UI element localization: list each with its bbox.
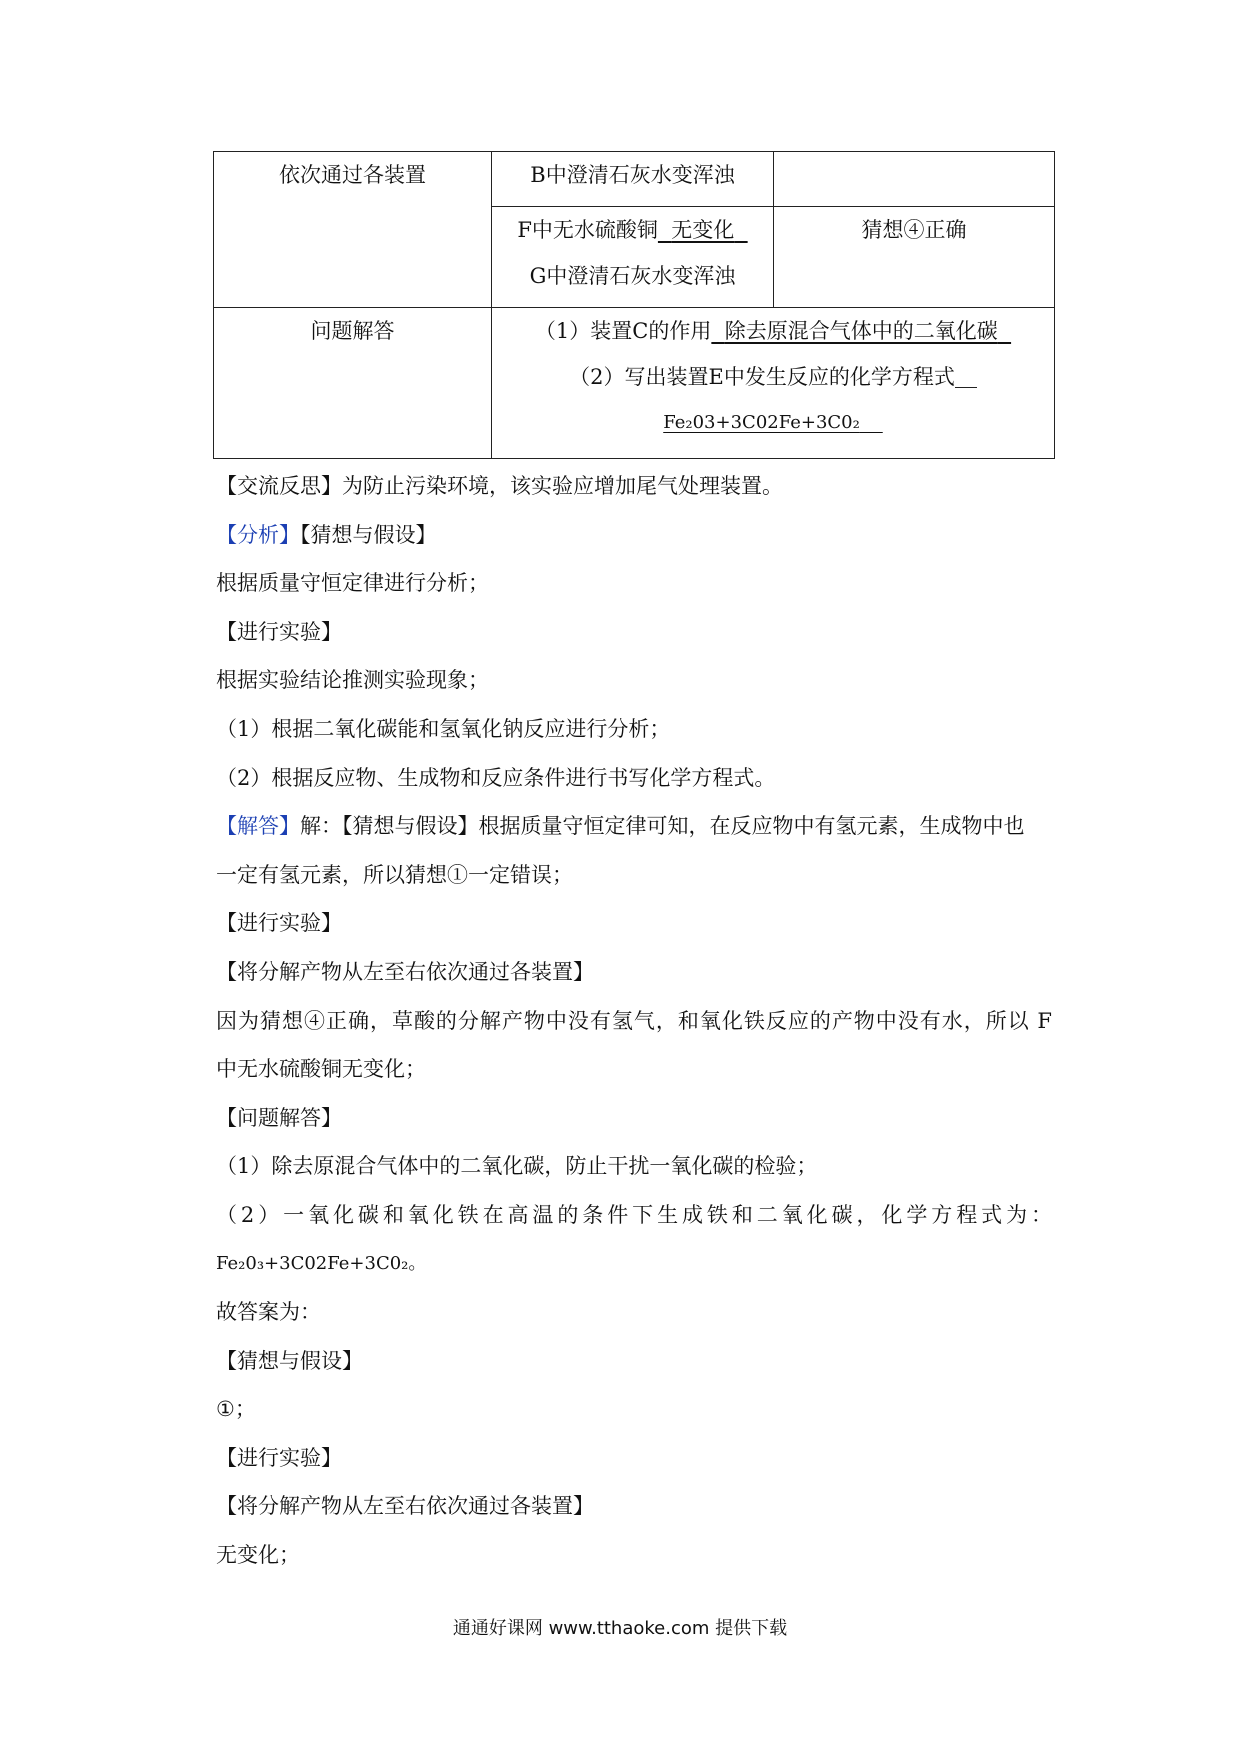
analysis-heading: 【分析】【猜想与假设】 xyxy=(216,522,437,547)
row1-label-cell xyxy=(214,152,492,308)
text-line: 【猜想与假设】 xyxy=(216,1348,363,1373)
text-line: ①； xyxy=(216,1397,256,1422)
answer-cell xyxy=(492,308,1055,459)
text-line: （2）根据反应物、生成物和反应条件进行书写化学方程式。 xyxy=(216,765,776,790)
text-line: （2）一氧化碳和氧化铁在高温的条件下生成铁和二氧化碳，化学方程式为： xyxy=(216,1202,1052,1227)
text-line: （1）除去原混合气体中的二氧化碳，防止干扰一氧化碳的检验； xyxy=(216,1154,818,1179)
empty-cell xyxy=(774,152,1055,207)
b-result-cell xyxy=(492,152,774,207)
q1-answer: 除去原混合气体中的二氧化碳 xyxy=(724,319,998,343)
answer-body xyxy=(216,462,1052,1580)
solution-heading: 【解答】解：【猜想与假设】根据质量守恒定律可知，在反应物中有氢元素，生成物中也 xyxy=(216,814,1025,839)
text-line: 【将分解产物从左至右依次通过各装置】 xyxy=(216,1494,594,1519)
text-line: 【问题解答】 xyxy=(216,1105,342,1130)
solution-tag: 【解答】 xyxy=(216,814,300,839)
text-line: 【进行实验】 xyxy=(216,1445,342,1470)
text-line: 【进行实验】 xyxy=(216,911,342,936)
analysis-tag: 【分析】 xyxy=(216,522,300,547)
row1-label: 依次通过各装置 xyxy=(279,163,426,187)
answer-blank xyxy=(955,363,977,388)
row2-label: 问题解答 xyxy=(310,319,395,343)
page-footer: 通通好课网 www.tthaoke.com 提供下载 xyxy=(452,1618,788,1639)
conclusion: 猜想④正确 xyxy=(861,218,967,242)
text-line: 根据质量守恒定律进行分析； xyxy=(216,571,489,596)
text-line: 根据实验结论推测实验现象； xyxy=(216,668,489,693)
table-row xyxy=(214,308,1055,459)
text-line: （1）根据二氧化碳能和氢氧化钠反应进行分析； xyxy=(216,716,671,741)
fg-result-cell xyxy=(492,207,774,308)
formula-line: Fe₂0₃+3C02Fe+3C0₂。 xyxy=(216,1252,427,1274)
row2-label-cell xyxy=(214,308,492,459)
experiment-table xyxy=(213,151,1055,459)
g-result: G中澄清石灰水变浑浊 xyxy=(529,264,736,288)
conclusion-cell xyxy=(774,207,1055,308)
text-line: 一定有氢元素，所以猜想①一定错误； xyxy=(216,862,573,887)
q2-prefix: （2）写出装置E中发生反应的化学方程式 xyxy=(569,365,955,389)
q1-prefix: （1）装置C的作用 xyxy=(534,319,712,343)
table-row xyxy=(214,152,1055,207)
text-line: 无变化； xyxy=(216,1543,300,1568)
text-line: 故答案为： xyxy=(216,1300,321,1325)
f-prefix: F中无水硫酸铜 xyxy=(517,218,658,242)
f-answer: 无变化 xyxy=(671,218,735,242)
b-result: B中澄清石灰水变浑浊 xyxy=(530,163,735,187)
text-line: 中无水硫酸铜无变化； xyxy=(216,1057,426,1082)
text-line: 【将分解产物从左至右依次通过各装置】 xyxy=(216,959,594,984)
reflection-line: 【交流反思】为防止污染环境，该实验应增加尾气处理装置。 xyxy=(216,474,783,498)
text-line: 因为猜想④正确，草酸的分解产物中没有氢气，和氧化铁反应的产物中没有水，所以 F xyxy=(216,1008,1052,1033)
formula-answer: Fe₂03+3C02Fe+3C0₂ xyxy=(663,412,860,433)
text-line: 【进行实验】 xyxy=(216,619,342,644)
